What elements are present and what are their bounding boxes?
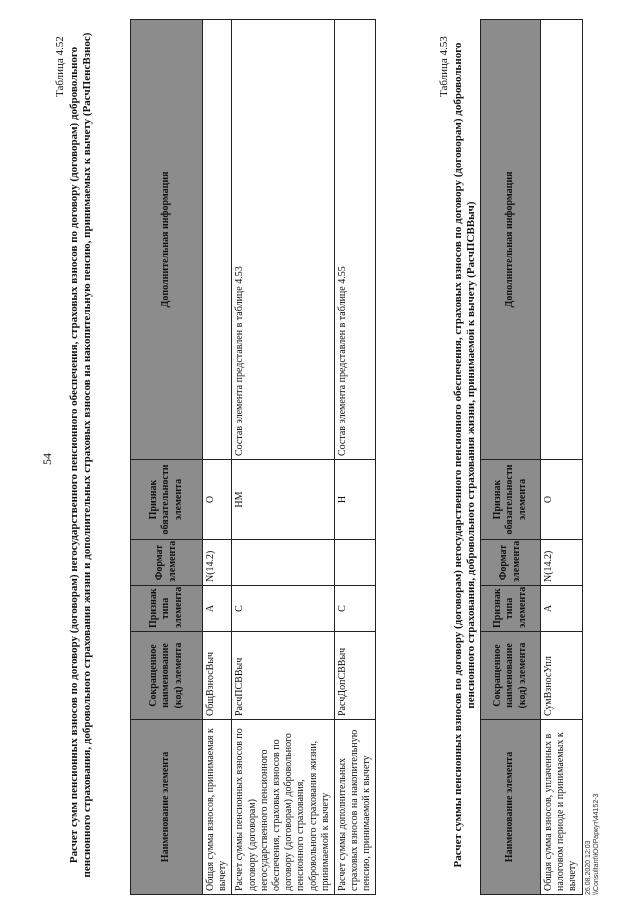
- print-footer: [585, 794, 601, 895]
- header-cell: Наименование элемента: [481, 720, 541, 895]
- table-row: [203, 20, 232, 895]
- table-4-52: [130, 19, 376, 895]
- element-format-cell: N(14.2): [541, 540, 583, 586]
- table-row: [232, 20, 335, 895]
- table2-caption: Расчет суммы пенсионных взносов по договору (договорам) негосударственного пенсионного обеспечения, страховых взносов по договору (договорам) добровольного пенсионного страхования, добровольного страхования жизни, принимаемой к вычету (РасчПСВВыч): [452, 42, 478, 868]
- header-cell: Признак обязательности элемента: [131, 460, 203, 540]
- element-code-cell: РасчПСВВыч: [232, 632, 335, 720]
- header-cell: Дополнительная информация: [131, 20, 203, 460]
- table1-label: Таблица 4.52: [54, 36, 66, 97]
- element-required-cell: О: [203, 460, 232, 540]
- table-row: [334, 20, 376, 895]
- element-code-cell: РасчДопСВВыч: [334, 632, 376, 720]
- page-number: 54: [40, 453, 54, 465]
- element-required-cell: О: [541, 460, 583, 540]
- header-cell: Сокращенное наименование (код) элемента: [131, 632, 203, 720]
- table-4-53: [480, 19, 583, 895]
- table1-caption: Расчет сумм пенсионных взносов по договору (договорам) негосударственного пенсионного обеспечения, страховых взносов по договору (договорам) добровольного пенсионного страхования, добровольного страхования жизни и дополнительных страховых взносов на накопительную пенсию, принимаемых к вычету (РасчПенсВзнос): [68, 32, 94, 878]
- table-row: [541, 20, 583, 895]
- header-cell: Формат элемента: [131, 540, 203, 586]
- table1-header-row: [131, 20, 203, 895]
- element-format-cell: [232, 540, 335, 586]
- element-required-cell: НМ: [232, 460, 335, 540]
- element-format-cell: [334, 540, 376, 586]
- element-type-cell: С: [334, 586, 376, 632]
- element-required-cell: Н: [334, 460, 376, 540]
- element-info-cell: Состав элемента представлен в таблице 4.53: [232, 20, 335, 460]
- element-name-cell: Расчет суммы пенсионных взносов по договору (договорам) негосударственного пенсионного обеспечения, страховых взносов по договору (договорам) добровольного пенсионного страхования, добровольного страхования жизни, принимаемой к вычету: [232, 720, 335, 895]
- element-info-cell: [203, 20, 232, 460]
- header-cell: Сокращенное наименование (код) элемента: [481, 632, 541, 720]
- header-cell: Формат элемента: [481, 540, 541, 586]
- element-code-cell: СумВзносУпл: [541, 632, 583, 720]
- element-info-cell: Состав элемента представлен в таблице 4.55: [334, 20, 376, 460]
- header-cell: Признак типа элемента: [131, 586, 203, 632]
- table2-label: Таблица 4.53: [438, 36, 450, 97]
- footer-timestamp: 26.08.2020 12:03: [585, 840, 592, 895]
- footer-path: \\Consultant\ЮОРаркут\44152-3: [593, 793, 601, 895]
- header-cell: Дополнительная информация: [481, 20, 541, 460]
- header-cell: Признак типа элемента: [481, 586, 541, 632]
- element-format-cell: N(14.2): [203, 540, 232, 586]
- table2-header-row: [481, 20, 541, 895]
- element-name-cell: Расчет суммы дополнительных страховых взносов на накопительную пенсию, принимаемой к вычету: [334, 720, 376, 895]
- element-type-cell: А: [541, 586, 583, 632]
- element-type-cell: А: [203, 586, 232, 632]
- element-name-cell: Общая сумма взносов, принимаемая к вычету: [203, 720, 232, 895]
- element-info-cell: [541, 20, 583, 460]
- element-name-cell: Общая сумма взносов, уплаченных в налоговом периоде и принимаемых к вычету: [541, 720, 583, 895]
- element-code-cell: ОбщВзносВыч: [203, 632, 232, 720]
- header-cell: Наименование элемента: [131, 720, 203, 895]
- element-type-cell: С: [232, 586, 335, 632]
- header-cell: Признак обязательности элемента: [481, 460, 541, 540]
